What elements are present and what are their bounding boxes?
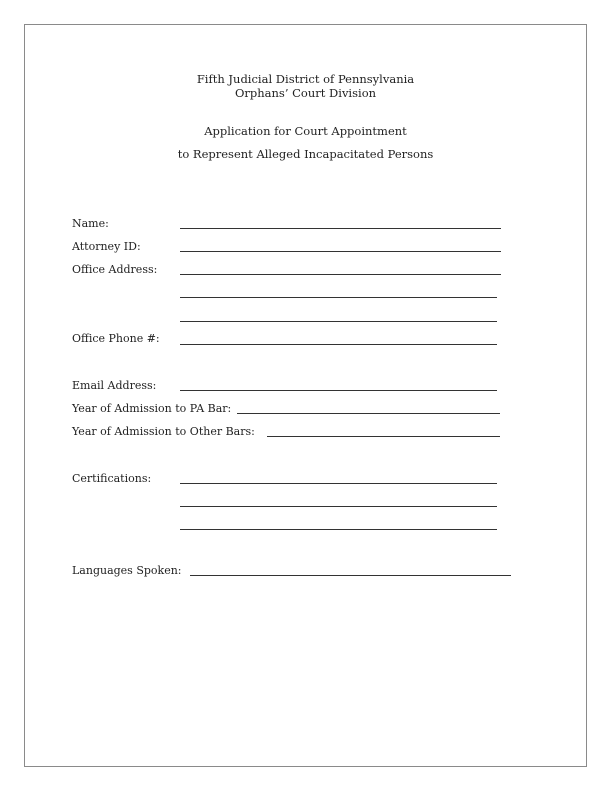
- email-address-label: Email Address:: [72, 379, 157, 392]
- year-pa-bar-label: Year of Admission to PA Bar:: [72, 402, 232, 415]
- certifications-field-line-1[interactable]: [180, 483, 497, 484]
- certifications-field-line-2[interactable]: [180, 506, 497, 507]
- name-field-line[interactable]: [180, 228, 501, 229]
- certifications-field-line-3[interactable]: [180, 529, 497, 530]
- office-address-label: Office Address:: [72, 263, 158, 276]
- year-pa-bar-field-line[interactable]: [237, 413, 500, 414]
- district-heading: Fifth Judicial District of Pennsylvania: [196, 72, 415, 86]
- office-phone-label: Office Phone #:: [72, 332, 160, 345]
- office-phone-field-line[interactable]: [180, 344, 497, 345]
- name-label: Name:: [72, 217, 109, 230]
- office-address-field-line-2[interactable]: [180, 297, 497, 298]
- attorney-id-field-line[interactable]: [180, 251, 501, 252]
- email-address-field-line[interactable]: [180, 390, 497, 391]
- attorney-id-label: Attorney ID:: [72, 240, 141, 253]
- languages-spoken-field-line[interactable]: [190, 575, 511, 576]
- office-address-field-line-3[interactable]: [180, 321, 497, 322]
- certifications-label: Certifications:: [72, 472, 152, 485]
- languages-spoken-label: Languages Spoken:: [72, 564, 182, 577]
- year-other-bars-field-line[interactable]: [267, 436, 500, 437]
- form-subtitle: to Represent Alleged Incapacitated Persons: [177, 147, 434, 161]
- year-other-bars-label: Year of Admission to Other Bars:: [72, 425, 255, 438]
- form-title: Application for Court Appointment: [204, 124, 407, 138]
- division-heading: Orphans’ Court Division: [234, 86, 377, 100]
- office-address-field-line-1[interactable]: [180, 274, 501, 275]
